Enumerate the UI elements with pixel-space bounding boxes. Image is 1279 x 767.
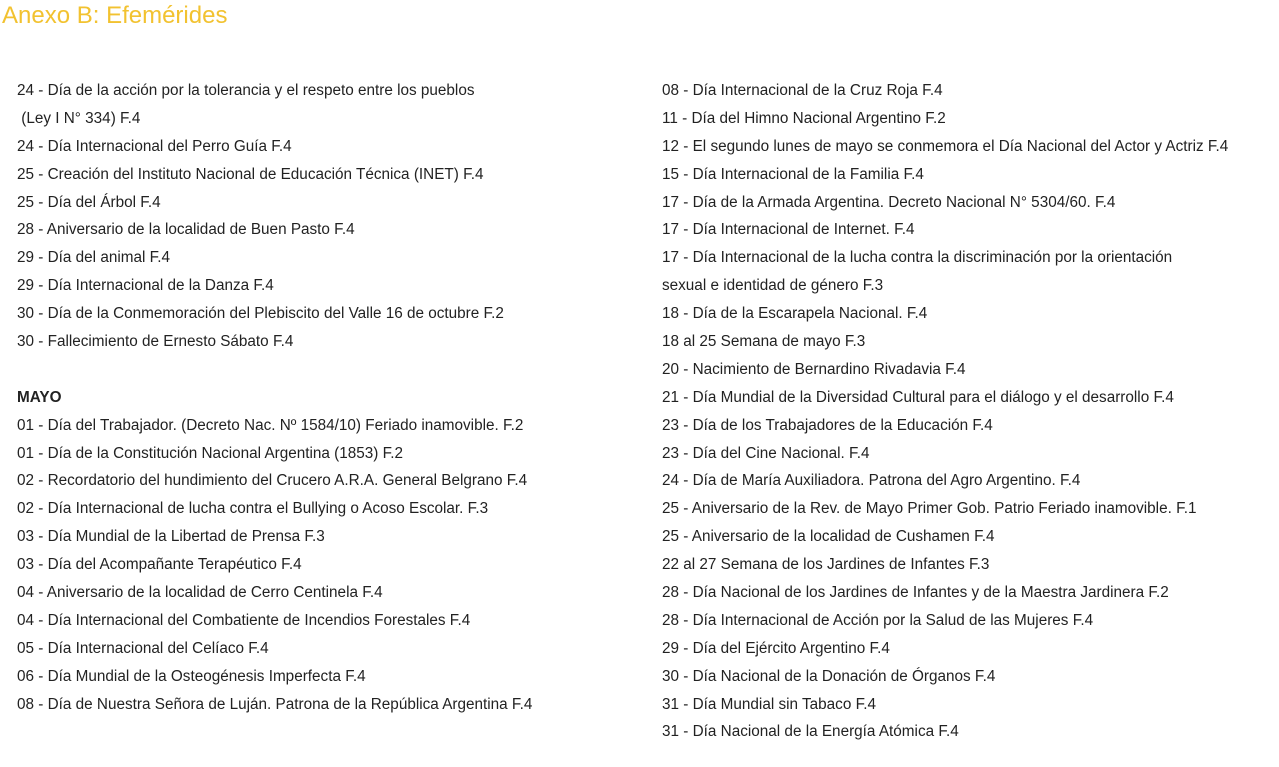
list-item: 06 - Día Mundial de la Osteogénesis Imperfecta F.4 xyxy=(17,667,366,685)
list-item: 17 - Día de la Armada Argentina. Decreto Nacional N° 5304/60. F.4 xyxy=(662,193,1116,211)
left-column xyxy=(17,77,627,718)
list-item: 25 - Creación del Instituto Nacional de Educación Técnica (INET) F.4 xyxy=(17,165,484,183)
list-item: 11 - Día del Himno Nacional Argentino F.2 xyxy=(662,109,946,127)
list-item: 28 - Aniversario de la localidad de Buen Pasto F.4 xyxy=(17,221,355,239)
list-item: (Ley I N° 334) F.4 xyxy=(17,109,141,127)
list-item: 28 - Día Internacional de Acción por la Salud de las Mujeres F.4 xyxy=(662,611,1094,629)
list-item: 03 - Día Mundial de la Libertad de Prensa F.3 xyxy=(17,528,325,546)
list-item: 04 - Día Internacional del Combatiente de Incendios Forestales F.4 xyxy=(17,611,471,629)
list-item: 04 - Aniversario de la localidad de Cerro Centinela F.4 xyxy=(17,584,383,602)
list-item: sexual e identidad de género F.3 xyxy=(662,277,884,295)
list-item: 12 - El segundo lunes de mayo se conmemora el Día Nacional del Actor y Actriz F.4 xyxy=(662,137,1229,155)
list-item: 01 - Día del Trabajador. (Decreto Nac. Nº 1584/10) Feriado inamovible. F.2 xyxy=(17,416,524,434)
list-item: 23 - Día del Cine Nacional. F.4 xyxy=(662,444,870,462)
list-item: 24 - Día Internacional del Perro Guía F.4 xyxy=(17,137,292,155)
page-title: Anexo B: Efemérides xyxy=(2,2,228,29)
spacer xyxy=(17,356,627,384)
list-item: 25 - Día del Árbol F.4 xyxy=(17,193,161,211)
section-heading-mayo: MAYO xyxy=(17,388,62,406)
list-item: 30 - Día de la Conmemoración del Plebiscito del Valle 16 de octubre F.2 xyxy=(17,305,504,323)
list-item: 25 - Aniversario de la Rev. de Mayo Primer Gob. Patrio Feriado inamovible. F.1 xyxy=(662,500,1197,518)
right-column xyxy=(662,77,1279,746)
list-item: 18 - Día de la Escarapela Nacional. F.4 xyxy=(662,305,928,323)
list-item: 23 - Día de los Trabajadores de la Educación F.4 xyxy=(662,416,993,434)
list-item: 01 - Día de la Constitución Nacional Argentina (1853) F.2 xyxy=(17,444,404,462)
list-item: 02 - Día Internacional de lucha contra el Bullying o Acoso Escolar. F.3 xyxy=(17,500,489,518)
list-item: 29 - Día del Ejército Argentino F.4 xyxy=(662,639,890,657)
list-item: 20 - Nacimiento de Bernardino Rivadavia F.4 xyxy=(662,360,966,378)
list-item: 29 - Día Internacional de la Danza F.4 xyxy=(17,277,274,295)
list-item: 08 - Día de Nuestra Señora de Luján. Patrona de la República Argentina F.4 xyxy=(17,695,533,713)
list-item: 24 - Día de la acción por la tolerancia y el respeto entre los pueblos xyxy=(17,82,475,99)
list-item: 30 - Día Nacional de la Donación de Órganos F.4 xyxy=(662,667,996,685)
list-item: 17 - Día Internacional de Internet. F.4 xyxy=(662,221,915,239)
list-item: 02 - Recordatorio del hundimiento del Crucero A.R.A. General Belgrano F.4 xyxy=(17,472,528,490)
list-item: 21 - Día Mundial de la Diversidad Cultural para el diálogo y el desarrollo F.4 xyxy=(662,388,1174,406)
list-item: 31 - Día Mundial sin Tabaco F.4 xyxy=(662,695,876,713)
list-item: 08 - Día Internacional de la Cruz Roja F.4 xyxy=(662,82,943,99)
list-item: 05 - Día Internacional del Celíaco F.4 xyxy=(17,639,269,657)
list-item: 25 - Aniversario de la localidad de Cushamen F.4 xyxy=(662,528,995,546)
list-item: 28 - Día Nacional de los Jardines de Infantes y de la Maestra Jardinera F.2 xyxy=(662,584,1169,602)
list-item: 18 al 25 Semana de mayo F.3 xyxy=(662,333,866,351)
list-item: 22 al 27 Semana de los Jardines de Infantes F.3 xyxy=(662,556,990,574)
list-item: 29 - Día del animal F.4 xyxy=(17,249,171,267)
list-item: 31 - Día Nacional de la Energía Atómica F.4 xyxy=(662,723,959,741)
list-item: 17 - Día Internacional de la lucha contra la discriminación por la orientación xyxy=(662,249,1173,267)
list-item: 24 - Día de María Auxiliadora. Patrona del Agro Argentino. F.4 xyxy=(662,472,1081,490)
list-item: 03 - Día del Acompañante Terapéutico F.4 xyxy=(17,556,302,574)
list-item: 30 - Fallecimiento de Ernesto Sábato F.4 xyxy=(17,333,294,351)
list-item: 15 - Día Internacional de la Familia F.4 xyxy=(662,165,924,183)
